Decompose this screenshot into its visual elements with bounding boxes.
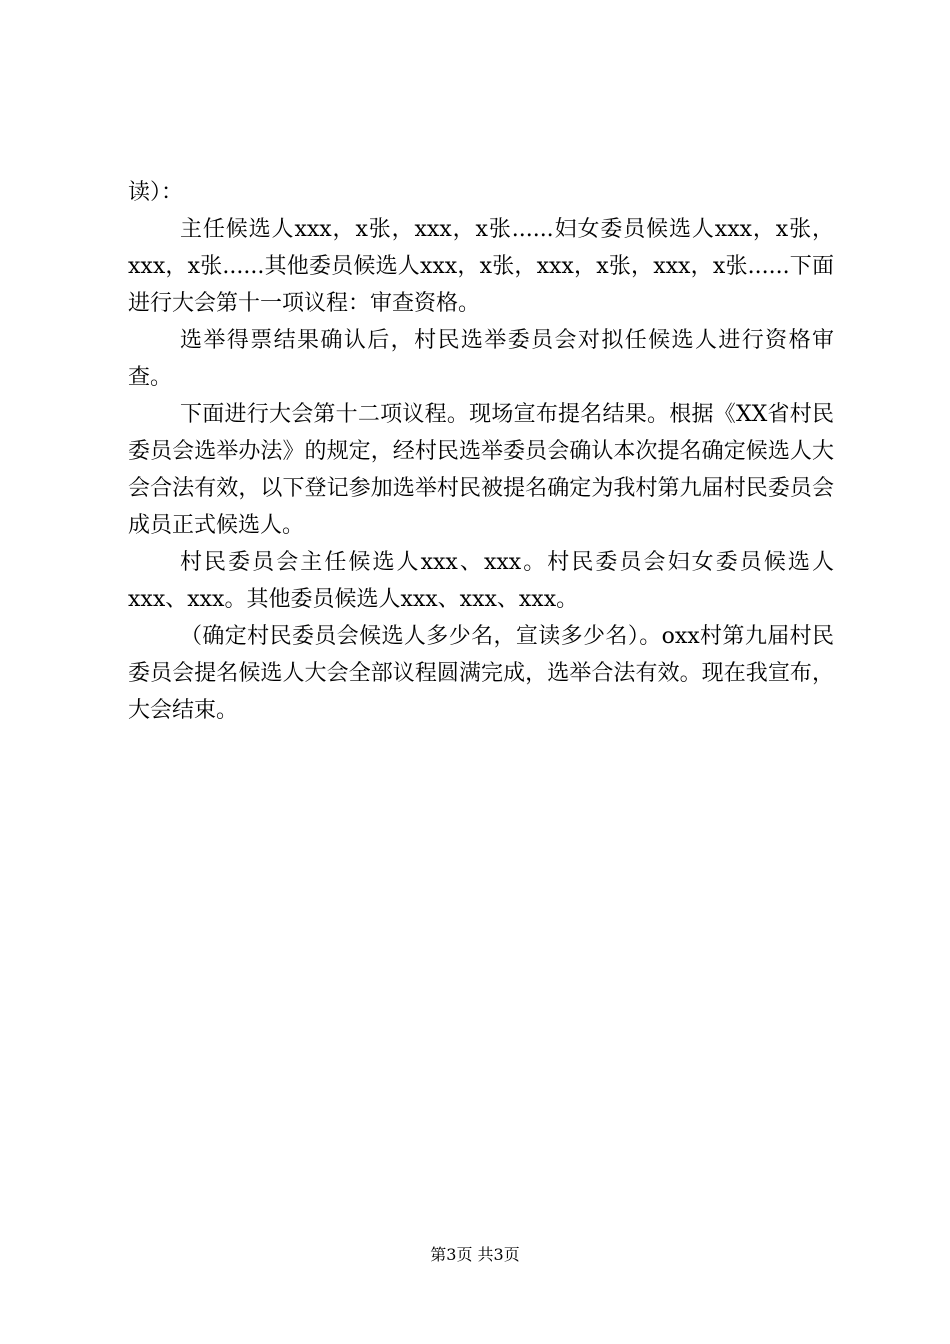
document-body	[128, 174, 834, 729]
paragraph-4: 下面进行大会第十二项议程。现场宣布提名结果。根据《XX省村民委员会选举办法》的规定，经村民选举委员会确认本次提名确定候选人大会合法有效，以下登记参加选举村民被提名确定为我村第九届村民委员会成员正式候选人。	[128, 402, 834, 538]
page-number: 第3页 共3页	[430, 1245, 520, 1264]
paragraph-2: 主任候选人xxx，x张，xxx，x张......妇女委员候选人xxx，x张，xxx，x张......其他委员候选人xxx，x张，xxx，x张，xxx，x张......下面进行大会第十一项议程：审查资格。	[128, 217, 834, 316]
page-footer	[0, 1244, 950, 1266]
paragraph-3: 选举得票结果确认后，村民选举委员会对拟任候选人进行资格审查。	[128, 328, 834, 390]
paragraph-6: （确定村民委员会候选人多少名，宣读多少名）。oxx村第九届村民委员会提名候选人大会全部议程圆满完成，选举合法有效。现在我宣布，大会结束。	[128, 624, 834, 723]
paragraph-1: 读）：	[128, 180, 184, 205]
paragraph-5: 村民委员会主任候选人xxx、xxx。村民委员会妇女委员候选人xxx、xxx。其他委员候选人xxx、xxx、xxx。	[128, 550, 834, 612]
